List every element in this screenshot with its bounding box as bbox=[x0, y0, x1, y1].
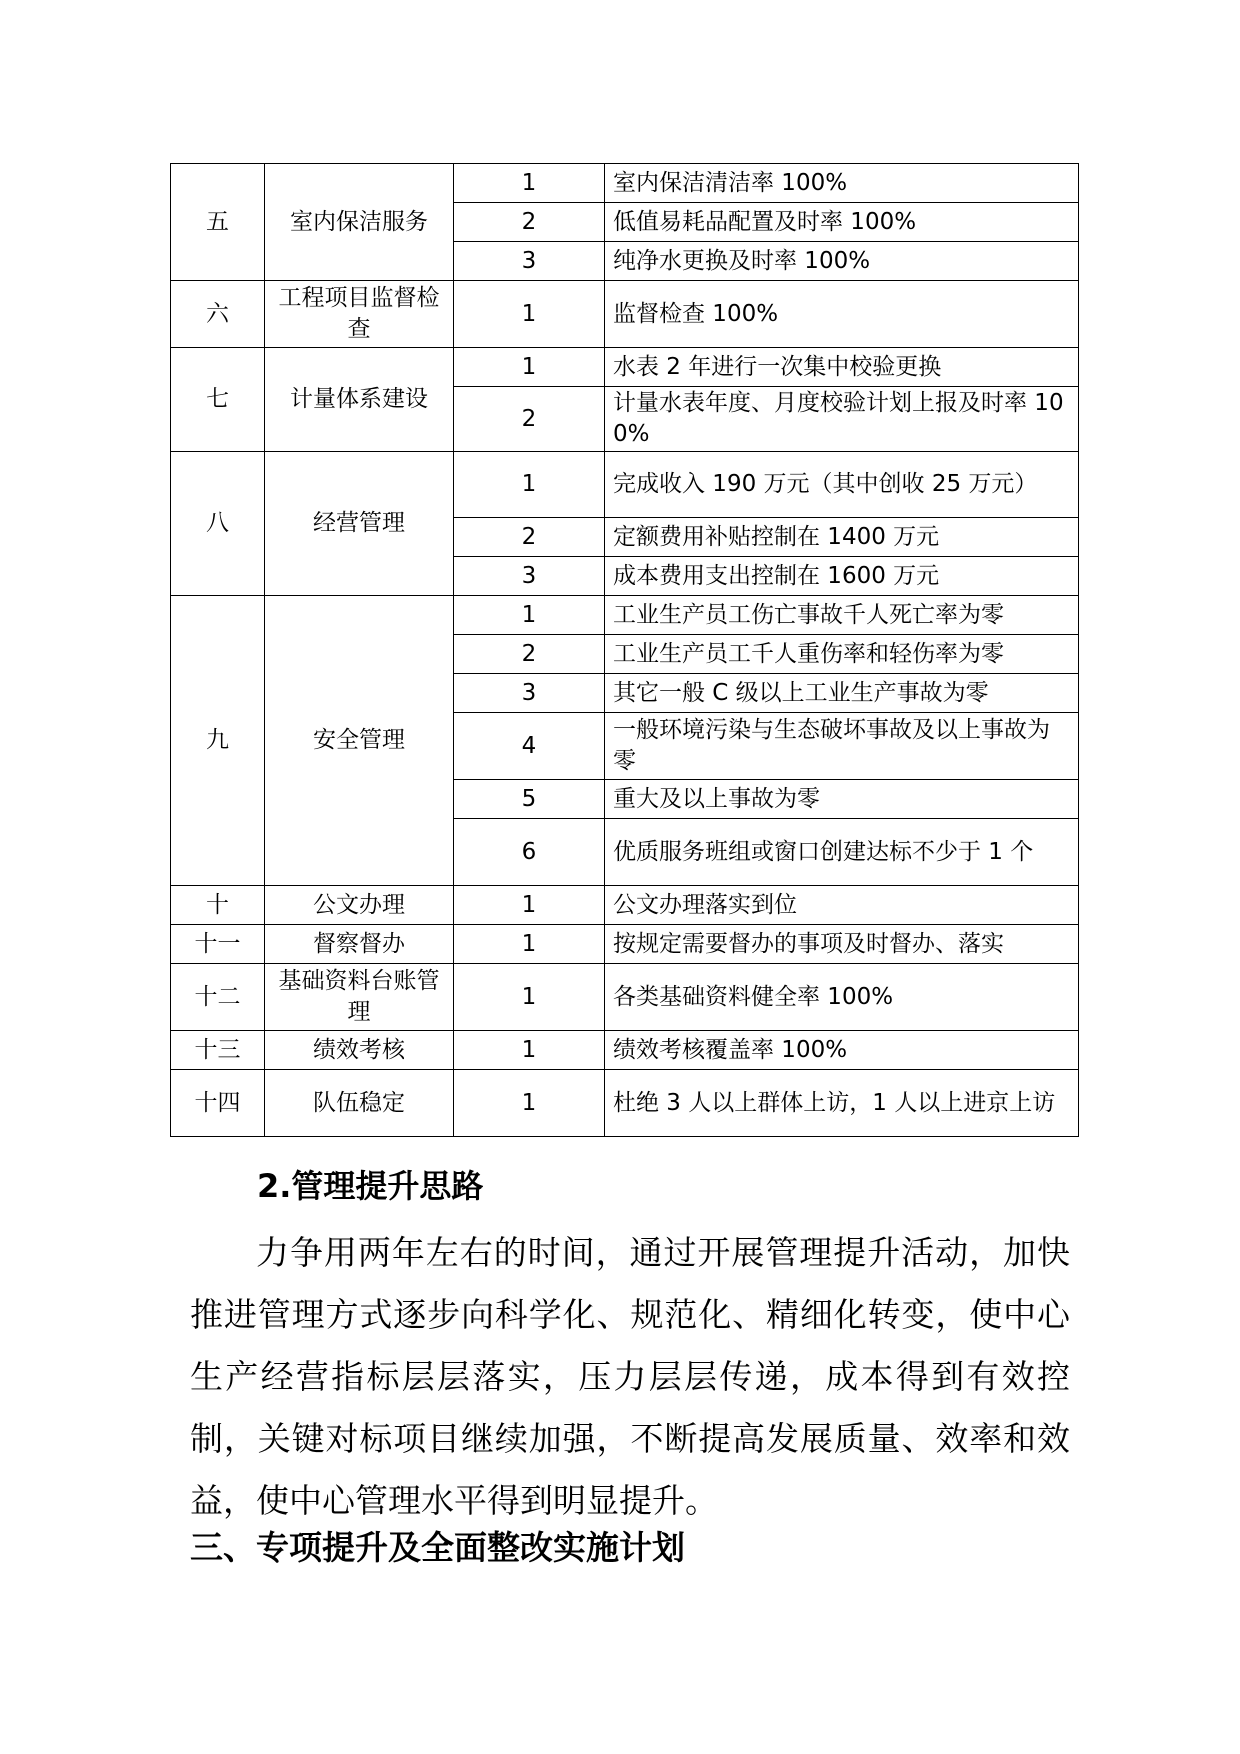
body-paragraph: 力争用两年左右的时间，通过开展管理提升活动，加快推进管理方式逐步向科学化、规范化、精细化转变，使中心生产经营指标层层落实，压力层层传递，成本得到有效控制，关键对标项目继续加强，不断提高发展质量、效率和效益，使中心管理水平得到明显提升。 bbox=[190, 1233, 1070, 1520]
kpi-table bbox=[170, 163, 1079, 1137]
item-cell: 绩效考核 bbox=[265, 1031, 454, 1070]
number-cell: 3 bbox=[454, 674, 605, 713]
indicator-cell: 室内保洁清洁率 100% bbox=[605, 164, 1079, 203]
number-cell: 2 bbox=[454, 387, 605, 452]
table-row bbox=[171, 886, 1079, 925]
number-cell: 1 bbox=[454, 1031, 605, 1070]
indicator-cell: 杜绝 3 人以上群体上访，1 人以上进京上访 bbox=[605, 1070, 1079, 1137]
number-cell: 2 bbox=[454, 635, 605, 674]
table-row bbox=[171, 1031, 1079, 1070]
indicator-cell: 绩效考核覆盖率 100% bbox=[605, 1031, 1079, 1070]
seq-cell: 十一 bbox=[171, 925, 265, 964]
seq-cell: 十四 bbox=[171, 1070, 265, 1137]
indicator-cell: 其它一般 C 级以上工业生产事故为零 bbox=[605, 674, 1079, 713]
number-cell: 1 bbox=[454, 348, 605, 387]
number-cell: 1 bbox=[454, 886, 605, 925]
seq-cell: 十二 bbox=[171, 964, 265, 1031]
item-cell: 公文办理 bbox=[265, 886, 454, 925]
number-cell: 1 bbox=[454, 1070, 605, 1137]
table-row bbox=[171, 164, 1079, 203]
number-cell: 3 bbox=[454, 242, 605, 281]
item-cell: 经营管理 bbox=[265, 452, 454, 596]
number-cell: 1 bbox=[454, 164, 605, 203]
item-cell: 基础资料台账管理 bbox=[265, 964, 454, 1031]
number-cell: 2 bbox=[454, 203, 605, 242]
table-row bbox=[171, 596, 1079, 635]
number-cell: 3 bbox=[454, 557, 605, 596]
indicator-cell: 工业生产员工千人重伤率和轻伤率为零 bbox=[605, 635, 1079, 674]
seq-cell: 十 bbox=[171, 886, 265, 925]
seq-cell: 五 bbox=[171, 164, 265, 281]
item-cell: 计量体系建设 bbox=[265, 348, 454, 452]
indicator-cell: 重大及以上事故为零 bbox=[605, 780, 1079, 819]
table-row bbox=[171, 281, 1079, 348]
seq-cell: 六 bbox=[171, 281, 265, 348]
indicator-cell: 优质服务班组或窗口创建达标不少于 1 个 bbox=[605, 819, 1079, 886]
indicator-cell: 工业生产员工伤亡事故千人死亡率为零 bbox=[605, 596, 1079, 635]
indicator-cell: 低值易耗品配置及时率 100% bbox=[605, 203, 1079, 242]
indicator-cell: 公文办理落实到位 bbox=[605, 886, 1079, 925]
indicator-cell: 水表 2 年进行一次集中校验更换 bbox=[605, 348, 1079, 387]
indicator-cell: 完成收入 190 万元（其中创收 25 万元） bbox=[605, 452, 1079, 518]
indicator-cell: 计量水表年度、月度校验计划上报及时率 100% bbox=[605, 387, 1079, 452]
indicator-cell: 成本费用支出控制在 1600 万元 bbox=[605, 557, 1079, 596]
table-row bbox=[171, 925, 1079, 964]
number-cell: 4 bbox=[454, 713, 605, 780]
item-cell: 室内保洁服务 bbox=[265, 164, 454, 281]
table-row bbox=[171, 452, 1079, 518]
indicator-cell: 各类基础资料健全率 100% bbox=[605, 964, 1079, 1031]
section-heading-implementation-plan: 三、专项提升及全面整改实施计划 bbox=[190, 1528, 685, 1567]
item-cell: 工程项目监督检查 bbox=[265, 281, 454, 348]
number-cell: 5 bbox=[454, 780, 605, 819]
number-cell: 6 bbox=[454, 819, 605, 886]
indicator-cell: 按规定需要督办的事项及时督办、落实 bbox=[605, 925, 1079, 964]
seq-cell: 十三 bbox=[171, 1031, 265, 1070]
indicator-cell: 定额费用补贴控制在 1400 万元 bbox=[605, 518, 1079, 557]
indicator-cell: 监督检查 100% bbox=[605, 281, 1079, 348]
table-row bbox=[171, 1070, 1079, 1137]
number-cell: 1 bbox=[454, 452, 605, 518]
seq-cell: 九 bbox=[171, 596, 265, 886]
number-cell: 2 bbox=[454, 518, 605, 557]
table-row bbox=[171, 348, 1079, 387]
indicator-cell: 一般环境污染与生态破坏事故及以上事故为零 bbox=[605, 713, 1079, 780]
number-cell: 1 bbox=[454, 596, 605, 635]
indicator-cell: 纯净水更换及时率 100% bbox=[605, 242, 1079, 281]
item-cell: 队伍稳定 bbox=[265, 1070, 454, 1137]
item-cell: 安全管理 bbox=[265, 596, 454, 886]
number-cell: 1 bbox=[454, 964, 605, 1031]
table-row bbox=[171, 964, 1079, 1031]
item-cell: 督察督办 bbox=[265, 925, 454, 964]
number-cell: 1 bbox=[454, 925, 605, 964]
number-cell: 1 bbox=[454, 281, 605, 348]
seq-cell: 七 bbox=[171, 348, 265, 452]
seq-cell: 八 bbox=[171, 452, 265, 596]
section-heading-management-approach: 2.管理提升思路 bbox=[257, 1167, 484, 1205]
